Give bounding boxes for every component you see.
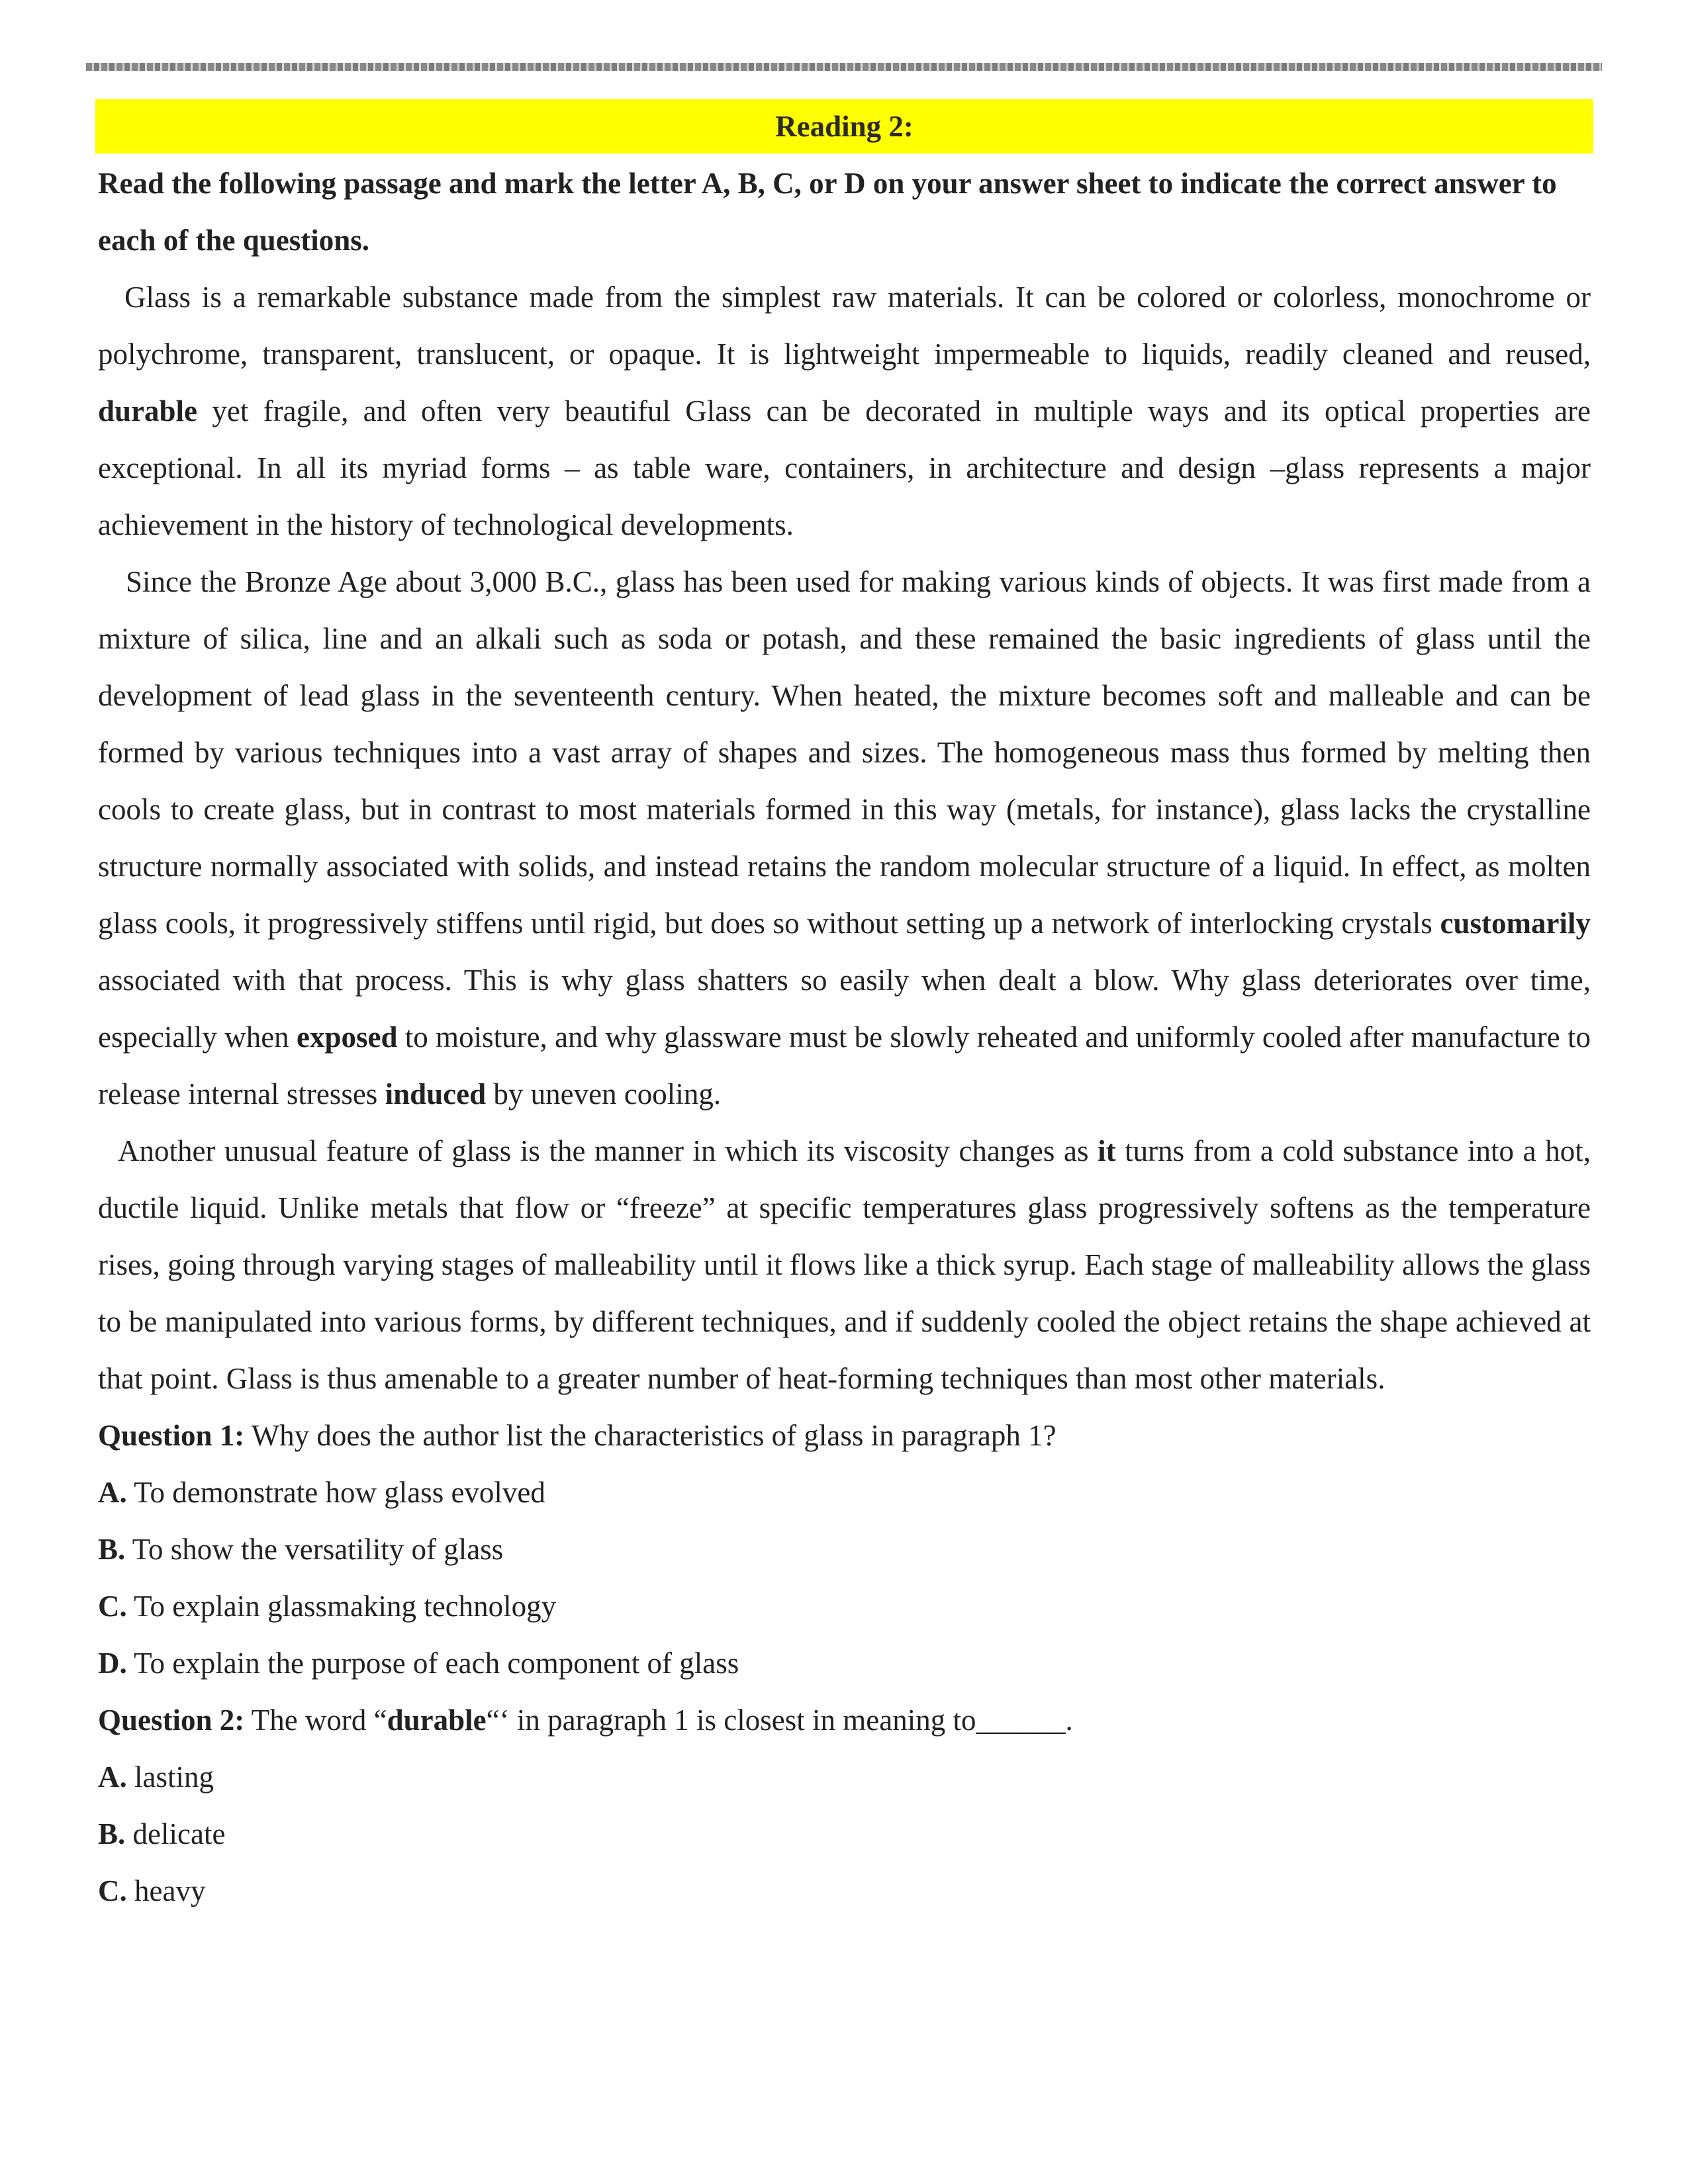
question-2-option-c[interactable] [98, 1862, 1591, 1919]
keyword-it: it [1098, 1134, 1116, 1167]
question-1-option-b[interactable] [98, 1521, 1591, 1578]
p2-text-2: associated with that process. This is why glass shatters so easily when dealt a blow. Why glass deteriorates over time, especially when [98, 964, 1591, 1054]
keyword-induced: induced [385, 1077, 487, 1111]
option-letter: C. [98, 1874, 127, 1907]
question-1-label: Question 1: [98, 1419, 245, 1452]
passage-paragraph-3 [98, 1122, 1591, 1407]
question-1-option-d[interactable] [98, 1635, 1591, 1692]
passage-paragraph-1 [98, 269, 1591, 553]
p2-text-4: by uneven cooling. [486, 1077, 722, 1111]
question-1-option-a[interactable] [98, 1464, 1591, 1521]
p3-text-2: turns from a cold substance into a hot, ductile liquid. Unlike metals that flow or “freeze” at specific temperatures glass progressively softens as the temperature rises, going through varying stages of malleability until it flows like a thick syrup. Each stage of malleability allows the glass to be manipulated into various forms, by different techniques, and if suddenly cooled the object retains the shape achieved at that point. Glass is thus amenable to a greater number of heat-forming techniques than most other materials. [98, 1134, 1591, 1395]
question-2-label: Question 2: [98, 1704, 245, 1737]
p2-text-3: to moisture, and why glassware must be slowly reheated and uniformly cooled after manufacture to release internal stresses [98, 1021, 1591, 1111]
question-2-option-a[interactable] [98, 1749, 1591, 1805]
p1-text-2: yet fragile, and often very beautiful Glass can be decorated in multiple ways and its optical properties are exceptional. In all its myriad forms – as table ware, containers, in architecture and design –glass represents a major achievement in the history of technological developments. [98, 394, 1591, 541]
question-2-option-b[interactable] [98, 1805, 1591, 1862]
option-letter: B. [98, 1533, 126, 1566]
top-divider [86, 63, 1602, 71]
option-letter: C. [98, 1590, 127, 1623]
question-2-text-before: The word “ [244, 1704, 387, 1737]
option-text: To explain the purpose of each component of glass [126, 1647, 739, 1680]
option-text: heavy [126, 1874, 206, 1907]
section-title: Reading 2: [775, 110, 914, 143]
question-1-option-c[interactable] [98, 1578, 1591, 1635]
option-letter: A. [98, 1760, 127, 1794]
section-title-banner [95, 99, 1593, 154]
option-text: delicate [125, 1817, 226, 1850]
option-letter: D. [98, 1647, 127, 1680]
p3-text-1: Another unusual feature of glass is the manner in which its viscosity changes as [118, 1134, 1098, 1167]
option-letter: B. [98, 1817, 126, 1850]
question-2-text-after: “‘ in paragraph 1 is closest in meaning to______. [486, 1704, 1073, 1737]
keyword-customarily: customarily [1440, 907, 1591, 940]
question-1-stem [98, 1407, 1591, 1464]
instructions: Read the following passage and mark the letter A, B, C, or D on your answer sheet to indicate the correct answer to each of the questions. [98, 167, 1557, 257]
option-text: To demonstrate how glass evolved [126, 1476, 545, 1509]
question-2-keyword: durable [387, 1704, 487, 1737]
question-2-stem [98, 1692, 1591, 1749]
worksheet-page [98, 99, 1591, 1919]
option-text: To explain glassmaking technology [126, 1590, 557, 1623]
question-1-text: Why does the author list the characteristics of glass in paragraph 1? [244, 1419, 1056, 1452]
p2-text-1: Since the Bronze Age about 3,000 B.C., glass has been used for making various kinds of objects. It was first made from a mixture of silica, line and an alkali such as soda or potash, and these remained the basic ingredients of glass until the development of lead glass in the seventeenth century. When heated, the mixture becomes soft and malleable and can be formed by various techniques into a vast array of shapes and sizes. The homogeneous mass thus formed by melting then cools to create glass, but in contrast to most materials formed in this way (metals, for instance), glass lacks the crystalline structure normally associated with solids, and instead retains the random molecular structure of a liquid. In effect, as molten glass cools, it progressively stiffens until rigid, but does so without setting up a network of interlocking crystals [98, 565, 1591, 940]
option-text: To show the versatility of glass [125, 1533, 504, 1566]
option-letter: A. [98, 1476, 127, 1509]
passage-paragraph-2 [98, 553, 1591, 1122]
keyword-exposed: exposed [296, 1021, 398, 1054]
option-text: lasting [126, 1760, 214, 1794]
p1-text-1: Glass is a remarkable substance made from the simplest raw materials. It can be colored or colorless, monochrome or polychrome, transparent, translucent, or opaque. It is lightweight impermeable to liquids, readily cleaned and reused, [98, 281, 1591, 371]
keyword-durable: durable [98, 394, 198, 428]
